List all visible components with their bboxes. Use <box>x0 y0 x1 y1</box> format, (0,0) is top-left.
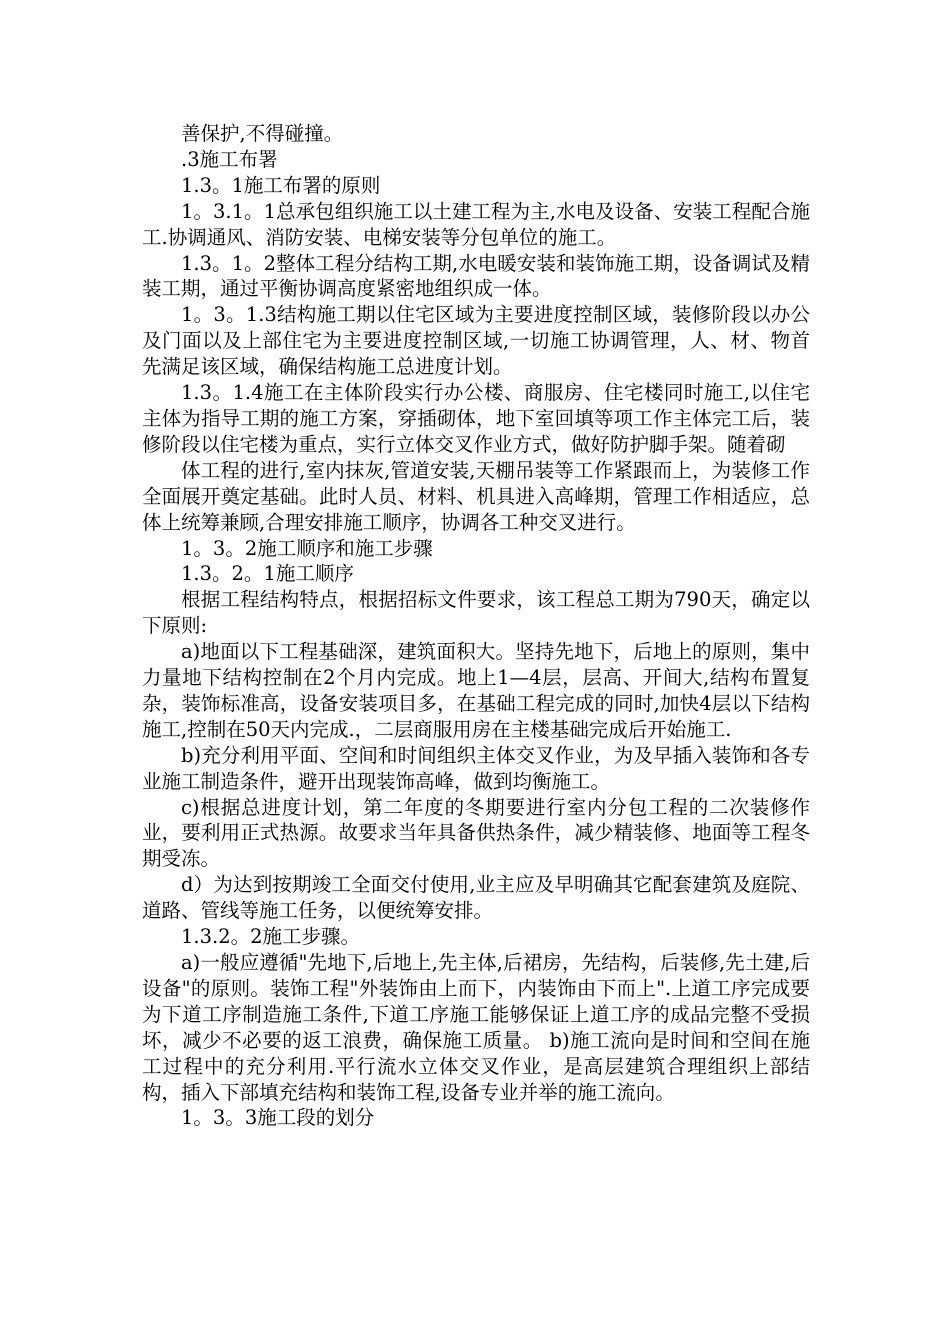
paragraph-continuation: 善保护,不得碰撞。 <box>181 122 344 145</box>
subsection-heading: 1。3。3施工段的划分 <box>181 1106 375 1130</box>
paragraph: 1。3。1.3结构施工期以住宅区域为主要进度控制区域，装修阶段以办公及门面以及上部住宅为主要进度控制区域,一切施工协调管理，人、材、物首先满足该区域，确保结构施工总进度计划。 <box>142 303 810 379</box>
subsection-heading: 1.3。1施工布署的原则 <box>181 173 381 197</box>
subsection-heading: 1.3.2。2施工步骤。 <box>181 925 361 949</box>
list-item: d）为达到按期竣工全面交付使用,业主应及早明确其它配套建筑及庭院、道路、管线等施工任务，以便统筹安排。 <box>142 873 810 923</box>
subsection-heading: 1。3。2施工顺序和施工步骤 <box>181 536 433 560</box>
paragraph: 体工程的进行,室内抹灰,管道安装,天棚吊装等工作紧跟而上，为装修工作全面展开奠定基础。此时人员、材料、机具进入高峰期，管理工作相适应，总体上统筹兼顾,合理安排施工顺序，协调各工种交叉进行。 <box>142 458 810 534</box>
paragraph: 1.3。1。2整体工程分结构工期,水电暖安装和装饰施工期，设备调试及精装工期，通过平衡协调高度紧密地组织成一体。 <box>142 251 810 301</box>
list-item: b)充分利用平面、空间和时间组织主体交叉作业，为及早插入装饰和各专业施工制造条件，避开出现装饰高峰，做到均衡施工。 <box>142 743 810 793</box>
list-item: a)一般应遵循"先地下,后地上,先主体,后裙房，先结构，后装修,先土建,后设备"的原则。装饰工程"外装饰由上而下，内装饰由下而上".上道工序完成要为下道工序制造施工条件,下道工序施工能够保证上道工序的成品完整不受损坏，减少不必要的返工浪费，确保施工质量。 b)施工流向是时间和空间在施工过程中的充分利用.平行流水立体交叉作业，是高层建筑合理组织上部结构，插入下部填充结构和装饰工程,设备专业并举的施工流向。 <box>142 951 810 1104</box>
paragraph: 根据工程结构特点，根据招标文件要求，该工程总工期为790天，确定以下原则: <box>142 588 810 638</box>
paragraph: 1.3。1.4施工在主体阶段实行办公楼、商服房、住宅楼同时施工,以住宅主体为指导工期的施工方案，穿插砌体，地下室回填等项工作主体完工后，装修阶段以住宅楼为重点，实行立体交叉作业方式，做好防护脚手架。随着砌 <box>142 381 810 456</box>
list-item: c)根据总进度计划，第二年度的冬期要进行室内分包工程的二次装修作业，要利用正式热源。故要求当年具备供热条件，减少精装修、地面等工程冬期受冻。 <box>142 795 810 871</box>
paragraph: 1。3.1。1总承包组织施工以土建工程为主,水电及设备、安装工程配合施工.协调通风、消防安装、电梯安装等分包单位的施工。 <box>142 199 810 249</box>
section-heading: .3施工布署 <box>181 147 278 171</box>
subsection-heading: 1.3。2。1施工顺序 <box>181 562 354 586</box>
list-item: a)地面以下工程基础深，建筑面积大。坚持先地下，后地上的原则，集中力量地下结构控制在2个月内完成。地上1—4层，层高、开间大,结构布置复杂，装饰标准高，设备安装项目多，在基础工程完成的同时,加快4层以下结构施工,控制在50天内完成.，二层商服用房在主楼基础完成后开始施工. <box>142 640 810 741</box>
document-body <box>142 121 810 1131</box>
